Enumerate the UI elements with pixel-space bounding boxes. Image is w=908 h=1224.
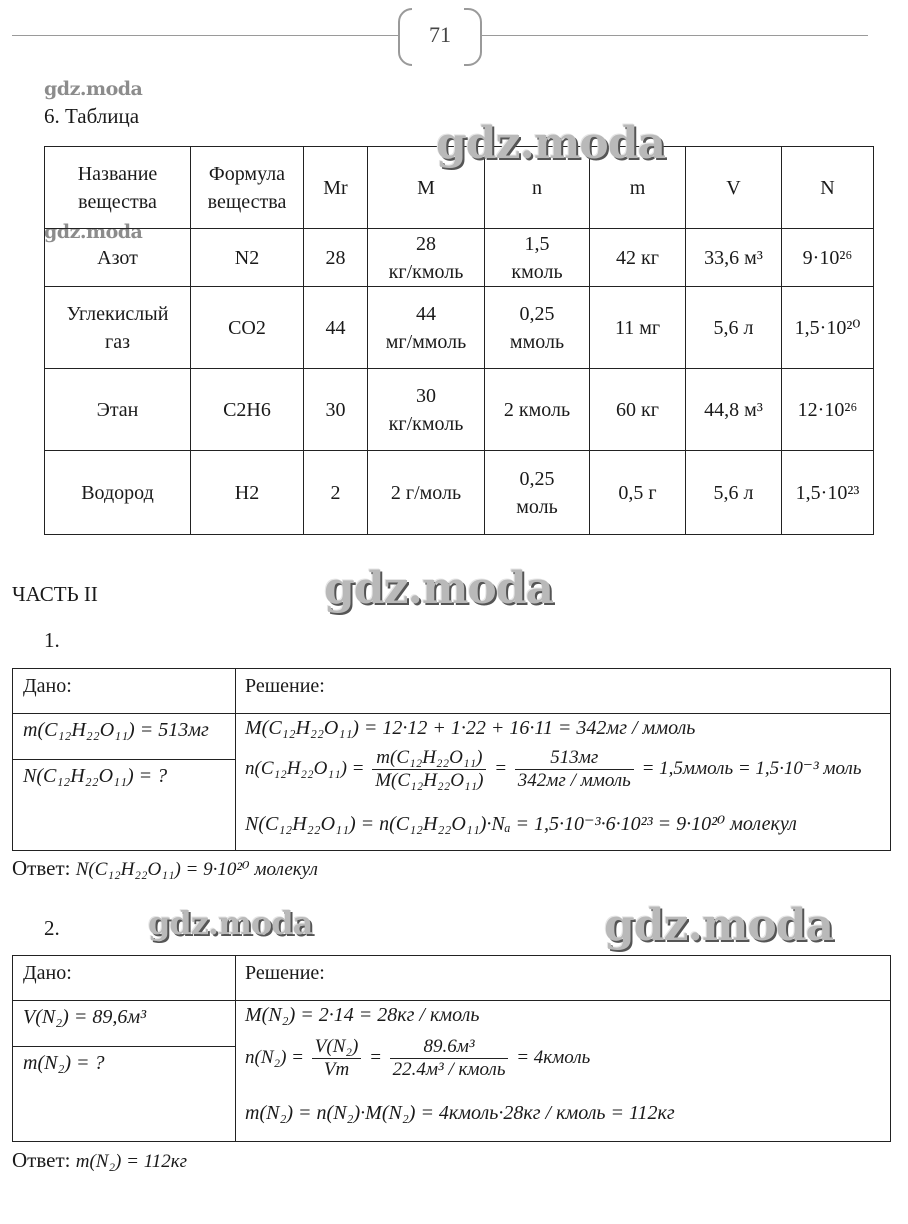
table-cell-line: 60 кг <box>616 398 659 421</box>
task2-molar-mass-line: M(N₂) = 2·14 = 28кг / кмоль <box>245 1004 480 1026</box>
table-cell <box>368 229 485 287</box>
table-cell-line: 11 мг <box>614 316 661 339</box>
table-cell-line: Углекислый <box>66 302 169 325</box>
table-cell-line: V <box>726 176 741 199</box>
task2-solution-label: Решение: <box>245 962 325 984</box>
table-cell-line: 30 <box>416 384 436 407</box>
table-cell-line: 28 <box>325 246 346 269</box>
page-number-frame <box>398 8 482 66</box>
table-cell-line: вещества <box>207 190 287 213</box>
task2-fraction-formula: $\frac{\text{V(N₂)}}{Vm}$ <box>312 1036 362 1081</box>
table-cell <box>191 451 304 535</box>
table-header-cell <box>686 147 782 229</box>
table-cell <box>45 287 191 369</box>
task2-given-label: Дано: <box>23 962 72 984</box>
table-cell-line: n <box>532 176 542 199</box>
task1-answer <box>12 856 318 881</box>
task1-answer-value: N(C₁₂H₂₂O₁₁) = 9·10²⁰ молекул <box>75 859 318 880</box>
table-cell-line: 42 кг <box>616 246 659 269</box>
task2-mass-line: m(N₂) = n(N₂)·M(N₂) = 4кмоль·28кг / кмоль = 112кг <box>245 1102 675 1124</box>
task2-amount-line: n(N₂) = $\frac{\text{V(N₂)}}{Vm}$ = $\frac{\text{89.6м³}}{\text{22.4м³ / кмоль}}$ = 4кмоль <box>245 1036 591 1080</box>
table-header-cell <box>304 147 368 229</box>
table-cell-line: 1,5 <box>524 232 550 255</box>
watermark-task2-right: gdz.moda <box>604 900 834 951</box>
table-cell-line: M <box>417 176 435 199</box>
task6-title: 6. Таблица <box>44 104 140 128</box>
table-header-cell <box>782 147 874 229</box>
task2-answer <box>12 1148 187 1173</box>
table-cell <box>368 369 485 451</box>
watermark-small-table: gdz.moda <box>44 221 143 243</box>
task1-given-mass: m(C₁₂H₂₂O₁₁) = 513мг <box>23 719 209 741</box>
task1-given-unknown: N(C₁₂H₂₂O₁₁) = ? <box>23 765 168 787</box>
table-cell-line: моль <box>516 495 558 518</box>
task2-given-volume: V(N₂) = 89,6м³ <box>23 1006 147 1028</box>
table-cell <box>191 287 304 369</box>
table-cell-line: кг/кмоль <box>388 412 464 435</box>
table-cell <box>686 229 782 287</box>
table-row <box>45 451 874 535</box>
table-cell-line: 44 <box>416 302 436 325</box>
table-cell <box>686 369 782 451</box>
table-cell <box>304 369 368 451</box>
task1-fraction-formula: $\frac{\text{m(C₁₂H₂₂O₁₁)}}{\text{M(C₁₂H₂₂O₁₁)}}$ <box>372 747 486 792</box>
table-cell-line: 2 <box>330 481 341 504</box>
table-cell <box>590 287 686 369</box>
table-cell <box>782 229 874 287</box>
table-cell-line: ммоль <box>509 330 565 353</box>
watermark-task2-left: gdz.moda <box>148 904 313 942</box>
table-cell-line: N <box>820 176 835 199</box>
table-cell-line: 44,8 м³ <box>704 398 763 421</box>
table-cell <box>782 287 874 369</box>
watermark-part2: gdz.moda <box>324 563 554 614</box>
task1-amount-line: n(C₁₂H₂₂O₁₁) = $\frac{\text{m(C₁₂H₂₂O₁₁)}}{\text{M(C₁₂H₂₂O₁₁)}}$ = $\frac{513мг}{\text{342мг / ммоль}}$ = 1,5ммоль = 1,5·10⁻³ моль <box>245 747 862 791</box>
table-header-cell <box>191 147 304 229</box>
table-cell-line: 33,6 м³ <box>704 246 763 269</box>
table-cell-line: вещества <box>78 190 157 213</box>
task1-fraction-values: $\frac{513мг}{\text{342мг / ммоль}}$ <box>515 747 634 792</box>
table-cell-line: Mr <box>323 176 348 199</box>
task1-molecules-line: N(C₁₂H₂₂O₁₁) = n(C₁₂H₂₂O₁₁)·Nₐ = 1,5·10⁻³·6·10²³ = 9·10²⁰ молекул <box>245 813 797 835</box>
table-cell <box>686 287 782 369</box>
table-cell <box>191 229 304 287</box>
table-cell-line: 9·10²⁶ <box>802 246 853 269</box>
task1-given-label: Дано: <box>23 675 72 697</box>
header-rule-right <box>474 35 868 36</box>
table-cell <box>590 369 686 451</box>
table-cell-line: H2 <box>234 481 260 504</box>
table-cell <box>368 451 485 535</box>
task2-given-unknown: m(N₂) = ? <box>23 1052 105 1074</box>
header-rule-left <box>12 35 404 36</box>
table-cell <box>304 229 368 287</box>
table-cell-line: C2H6 <box>223 398 271 421</box>
table-cell <box>368 287 485 369</box>
table-cell-line: 5,6 л <box>713 481 754 504</box>
table-cell-line: 1,5·10²³ <box>795 481 860 504</box>
table-cell <box>686 451 782 535</box>
table-cell <box>191 369 304 451</box>
part2-title: ЧАСТЬ II <box>12 582 98 606</box>
task1-answer-label: Ответ: <box>12 856 71 880</box>
table-cell-line: 44 <box>325 316 346 339</box>
table-cell-line: Этан <box>96 398 139 421</box>
task1-solution-box <box>12 668 891 851</box>
table-cell <box>590 229 686 287</box>
table-row <box>45 369 874 451</box>
task2-fraction-values: $\frac{\text{89.6м³}}{\text{22.4м³ / кмоль}}$ <box>390 1036 509 1081</box>
table-cell-line: 0,25 <box>519 467 555 490</box>
table-cell <box>304 451 368 535</box>
table-cell-line: кг/кмоль <box>388 260 464 283</box>
table-cell-line: N2 <box>234 246 260 269</box>
table-cell-line: CO2 <box>228 316 266 339</box>
table-cell-line: Водород <box>81 481 154 504</box>
table-cell <box>45 229 191 287</box>
page-number: 71 <box>429 22 451 47</box>
table-cell <box>590 451 686 535</box>
table-cell-line: мг/ммоль <box>385 330 467 353</box>
table-cell-line: Азот <box>97 246 138 269</box>
task2-solution-box <box>12 955 891 1142</box>
table-cell <box>485 369 590 451</box>
task2-answer-label: Ответ: <box>12 1148 71 1172</box>
table-row <box>45 287 874 369</box>
table-cell-line: газ <box>105 330 130 353</box>
task1-solution-label: Решение: <box>245 675 325 697</box>
table-cell <box>45 451 191 535</box>
table-cell <box>485 451 590 535</box>
task2-number: 2. <box>44 916 60 940</box>
table-cell-line: 28 <box>416 232 436 255</box>
table-cell-line: m <box>629 176 646 199</box>
table-cell-line: 2 кмоль <box>503 398 571 421</box>
table-cell-line: 1,5·10²⁰ <box>794 316 861 339</box>
table-cell-line: Название <box>77 162 158 185</box>
table-cell-line: Формула <box>208 162 286 185</box>
table-cell <box>304 287 368 369</box>
table-header-cell <box>45 147 191 229</box>
substance-table <box>44 146 874 535</box>
table-cell <box>485 229 590 287</box>
task2-answer-value: m(N₂) = 112кг <box>75 1151 188 1172</box>
table-cell-line: 0,5 г <box>618 481 657 504</box>
table-cell <box>782 451 874 535</box>
table-cell <box>782 369 874 451</box>
table-cell-line: 30 <box>325 398 346 421</box>
table-cell-line: 2 г/моль <box>390 481 462 504</box>
table-cell-line: кмоль <box>511 260 563 283</box>
table-cell <box>485 287 590 369</box>
watermark-table: gdz.moda <box>436 118 666 169</box>
watermark-small-top: gdz.moda <box>44 78 143 100</box>
task1-number: 1. <box>44 628 60 652</box>
task1-molar-mass-line: M(C₁₂H₂₂O₁₁) = 12·12 + 1·22 + 16·11 = 342мг / ммоль <box>245 717 696 739</box>
table-row <box>45 229 874 287</box>
table-cell-line: 5,6 л <box>713 316 754 339</box>
table-cell <box>45 369 191 451</box>
table-cell-line: 0,25 <box>519 302 555 325</box>
table-cell-line: 12·10²⁶ <box>797 398 858 421</box>
